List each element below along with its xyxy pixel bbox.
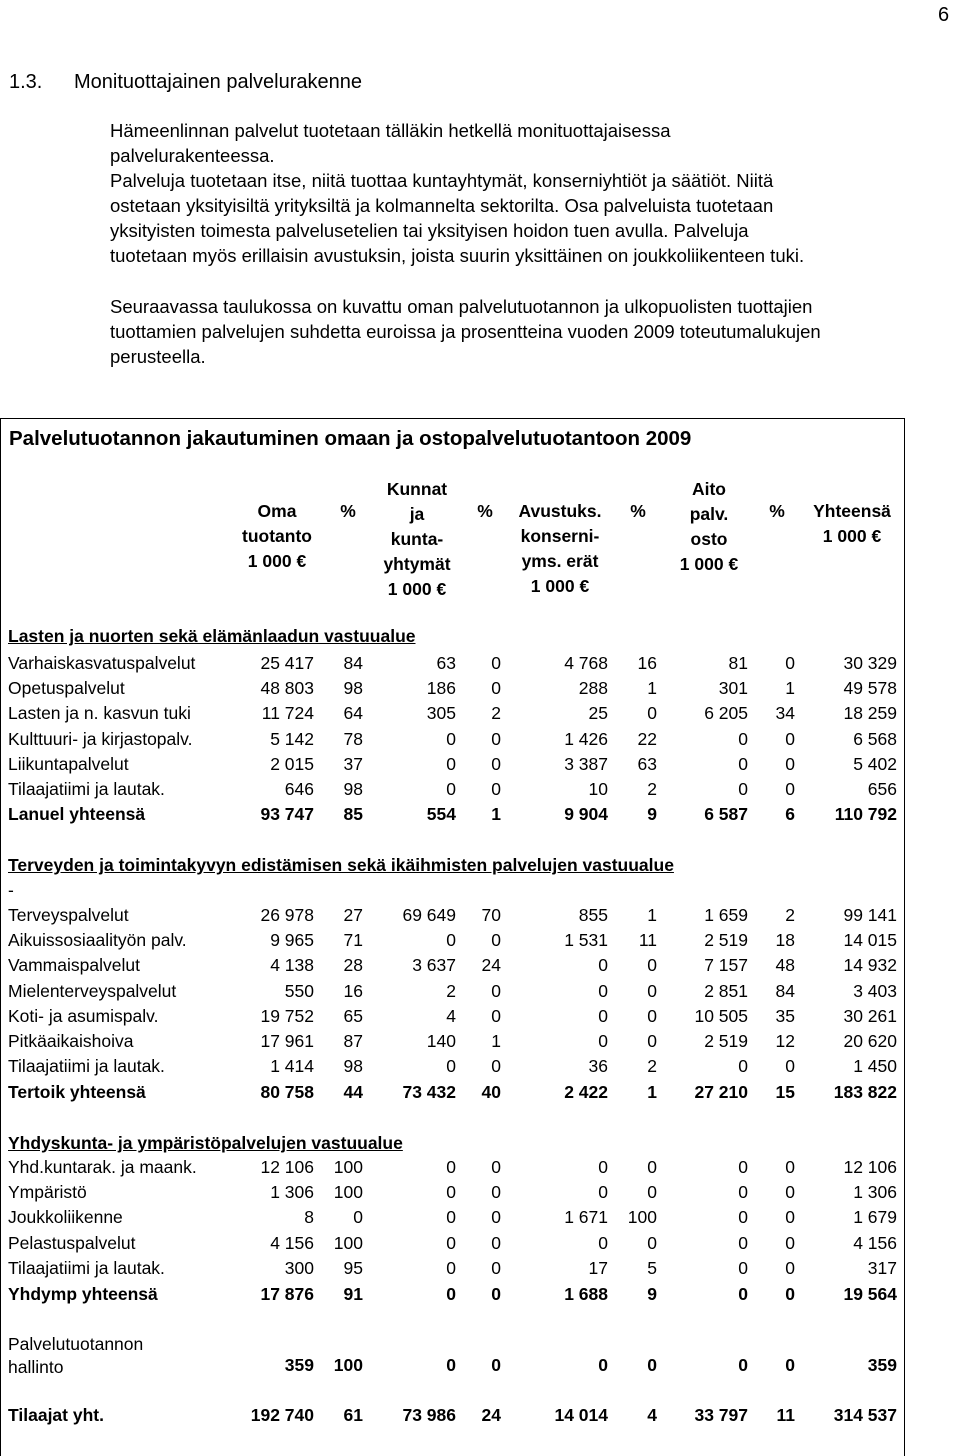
cell-value: 0 [647,1005,657,1026]
cell-value: 30 261 [843,1005,897,1026]
cell-value: 93 747 [260,804,314,824]
total-row [0,1082,903,1107]
row-label: Opetuspalvelut [8,678,125,699]
cell-value: 4 156 [853,1232,897,1253]
cell-value: 36 [588,1056,608,1077]
cell-value: 0 [647,1355,657,1375]
cell-value: 0 [446,1207,456,1228]
row-label: Tilaajatiimi ja lautak. [8,779,165,799]
grand-total-row [0,1405,903,1430]
cell-value: 24 [481,955,501,976]
cell-value: 4 138 [270,955,314,976]
cell-value: 0 [647,1031,657,1051]
cell-value: 0 [598,955,608,976]
cell-value: 2 [491,703,501,724]
cell-value: 2 [785,905,795,925]
cell-value: 0 [491,779,501,799]
cell-value: 0 [785,1232,795,1253]
cell-value: 48 [775,955,795,976]
cell-value: 78 [343,728,363,749]
cell-value: 2 015 [270,753,314,774]
cell-value: 9 965 [270,930,314,951]
header-avustuks: Avustuks. konserni- yms. erät 1 000 € [518,501,602,596]
cell-value: 301 [718,678,748,699]
cell-value: 0 [785,1284,795,1304]
cell-value: 0 [491,1232,501,1253]
header-aito: Aito palv. osto 1 000 € [679,479,739,574]
table-intro-paragraph [110,294,960,369]
cell-value: 84 [775,980,795,1001]
cell-value: 34 [775,703,795,724]
cell-value: 98 [343,678,363,699]
cell-value: 69 649 [402,905,456,925]
cell-value: 2 [446,980,456,1001]
cell-value: 0 [491,1355,501,1375]
row-label: Vammaispalvelut [8,955,140,976]
row-label: Ympäristö [8,1182,87,1203]
table-row [0,1006,903,1031]
group-title: Yhdyskunta- ja ympäristöpalvelujen vastuualue [8,1133,403,1153]
table-row [0,729,903,754]
cell-value: 0 [738,1355,748,1375]
cell-value: 0 [446,930,456,951]
cell-value: 300 [284,1257,314,1278]
cell-value: 0 [785,1257,795,1278]
cell-value: 6 [785,804,795,824]
row-label: Mielenterveyspalvelut [8,980,177,1001]
cell-value: 0 [446,1157,456,1177]
cell-value: 0 [491,980,501,1001]
paragraph-line: palvelurakenteessa. [110,145,275,166]
cell-value: 44 [343,1082,363,1102]
cell-value: 16 [637,653,657,673]
cell-value: 100 [333,1157,363,1177]
cell-value: 0 [738,728,748,749]
cell-value: 0 [491,678,501,699]
cell-value: 16 [343,980,363,1001]
row-label: Joukkoliikenne [8,1207,123,1228]
cell-value: 0 [446,1257,456,1278]
table-row [0,1233,903,1258]
table-row [0,703,903,728]
cell-value: 0 [738,779,748,799]
cell-value: 61 [343,1405,363,1425]
cell-value: 0 [785,1182,795,1203]
cell-value: 0 [738,753,748,774]
cell-value: 24 [481,1405,501,1425]
row-label: Lanuel yhteensä [8,804,146,824]
cell-value: 1 [647,905,657,925]
cell-value: 0 [647,1157,657,1177]
table-row [0,1207,903,1232]
cell-value: 1 531 [564,930,608,951]
row-label: Pelastuspalvelut [8,1232,136,1253]
cell-value: 0 [446,1056,456,1077]
cell-value: 65 [343,1005,363,1026]
cell-value: 84 [343,653,363,673]
table-row [0,754,903,779]
cell-value: 27 [343,905,363,925]
cell-value: 359 [867,1355,897,1375]
row-label: Aikuissosiaalityön palv. [8,930,187,951]
table-row [0,1031,903,1056]
cell-value: 73 432 [402,1082,456,1102]
paragraph-line: Palveluja tuotetaan itse, niitä tuottaa kuntayhtymät, konserniyhtiöt ja säätiöt. Niitä [110,170,774,191]
cell-value: 8 [304,1207,314,1228]
cell-value: 17 876 [260,1284,314,1304]
cell-value: 0 [738,1056,748,1077]
hallinto-row [0,1355,903,1380]
cell-value: 1 [647,678,657,699]
table-row [0,930,903,955]
cell-value: 0 [491,1207,501,1228]
paragraph-line: yksityisten toimesta palvelusetelien tai yksityisen hoidon tuen avulla. Palveluja [110,220,749,241]
cell-value: 11 [638,930,657,951]
cell-value: 0 [647,955,657,976]
hallinto-label: Palvelutuotannon hallinto [8,1334,144,1377]
cell-value: 12 [775,1031,795,1051]
cell-value: 0 [785,653,795,673]
table-row [0,1182,903,1207]
cell-value: 0 [446,753,456,774]
row-label: Varhaiskasvatuspalvelut [8,653,196,673]
section-title: Monituottajainen palvelurakenne [74,71,362,93]
cell-value: 85 [343,804,363,824]
cell-value: 2 [647,779,657,799]
cell-value: 0 [446,728,456,749]
cell-value: 1 671 [564,1207,608,1228]
paragraph-line: ostetaan yksityisiltä yrityksiltä ja kolmannelta sektorilta. Osa palveluista tuotetaan [110,195,774,216]
row-label: Tilaajatiimi ja lautak. [8,1056,165,1077]
cell-value: 656 [867,779,897,799]
cell-value: 48 803 [260,678,314,699]
cell-value: 20 620 [843,1031,897,1051]
cell-value: 95 [343,1257,363,1278]
paragraph-line: tuotetaan myös erillaisin avustuksin, joista suurin yksittäinen on joukkoliikenteen tuki. [110,245,805,266]
cell-value: 0 [738,1284,748,1304]
cell-value: 18 [775,930,795,951]
paragraph-line: perusteella. [110,346,206,367]
cell-value: 30 329 [843,653,897,673]
cell-value: 0 [491,1182,501,1203]
cell-value: 35 [775,1005,795,1026]
cell-value: 81 [728,653,748,673]
cell-value: 3 637 [412,955,456,976]
cell-value: 98 [343,1056,363,1077]
cell-value: 2 [647,1056,657,1077]
cell-value: 91 [343,1284,363,1304]
cell-value: 0 [738,1232,748,1253]
table-row [0,1056,903,1081]
cell-value: 4 [647,1405,657,1425]
cell-value: 0 [738,1157,748,1177]
cell-value: 7 157 [704,955,748,976]
paragraph-line: tuottamien palvelujen suhdetta euroissa ja prosentteina vuoden 2009 toteutumalukujen [110,321,821,342]
cell-value: 37 [343,753,363,774]
cell-value: 2 851 [704,980,748,1001]
row-label: Yhdymp yhteensä [8,1284,158,1304]
cell-value: 73 986 [402,1405,456,1425]
cell-value: 554 [426,804,456,824]
cell-value: 0 [491,1157,501,1177]
cell-value: 0 [647,703,657,724]
cell-value: 12 106 [260,1157,314,1177]
cell-value: 1 659 [704,905,748,925]
cell-value: 0 [446,1284,456,1304]
cell-value: 0 [598,1005,608,1026]
cell-value: 855 [578,905,608,925]
cell-value: 14 932 [843,955,897,976]
cell-value: 0 [785,1355,795,1375]
header-oma: Oma tuotanto 1 000 € [242,501,312,571]
cell-value: 0 [491,1257,501,1278]
cell-value: 40 [481,1082,501,1102]
cell-value: 9 [647,1284,657,1304]
cell-value: 17 [588,1257,608,1278]
cell-value: 0 [647,1232,657,1253]
table-row [0,1258,903,1283]
cell-value: 33 797 [694,1405,748,1425]
row-label: Koti- ja asumispalv. [8,1005,159,1026]
intro-paragraph [110,118,960,268]
cell-value: 0 [598,980,608,1001]
header-pct-avustuks: % [630,501,646,521]
cell-value: 1 688 [564,1284,608,1304]
total-row [0,804,903,829]
table-row [0,779,903,804]
cell-value: 70 [481,905,501,925]
cell-value: 14 015 [843,930,897,951]
cell-value: 3 387 [564,753,608,774]
cell-value: 0 [491,653,501,673]
table-row [0,955,903,980]
cell-value: 25 [588,703,608,724]
cell-value: 0 [738,1207,748,1228]
header-kunnat: Kunnat ja kunta- yhtymät 1 000 € [383,479,451,599]
cell-value: 27 210 [694,1082,748,1102]
cell-value: 71 [343,930,363,951]
cell-value: 1 426 [564,728,608,749]
cell-value: 0 [785,1056,795,1077]
cell-value: 0 [491,1284,501,1304]
cell-value: 186 [426,678,456,699]
cell-value: 140 [426,1031,456,1051]
cell-value: 100 [627,1207,657,1228]
cell-value: 3 403 [853,980,897,1001]
table-row [0,905,903,930]
row-label: Tertoik yhteensä [8,1082,146,1102]
paragraph-line: Hämeenlinnan palvelut tuotetaan tälläkin hetkellä monituottajaisessa [110,120,671,141]
cell-value: 87 [343,1031,363,1051]
cell-value: 0 [491,1056,501,1077]
cell-value: 317 [867,1257,897,1278]
cell-value: 4 768 [564,653,608,673]
cell-value: 4 [446,1005,456,1026]
cell-value: 2 422 [564,1082,608,1102]
cell-value: 1 [491,804,501,824]
cell-value: 0 [598,1031,608,1051]
cell-value: 0 [491,1005,501,1026]
cell-value: 80 758 [260,1082,314,1102]
page-number: 6 [938,4,950,26]
row-label: Liikuntapalvelut [8,753,129,774]
cell-value: 63 [436,653,456,673]
cell-value: 305 [426,703,456,724]
cell-value: 11 724 [261,703,314,724]
cell-value: 1 [491,1031,501,1051]
cell-value: 2 519 [704,1031,748,1051]
cell-value: 10 505 [694,1005,748,1026]
cell-value: 314 537 [833,1405,897,1425]
header-pct-aito: % [769,501,785,521]
cell-value: 64 [343,703,363,724]
cell-value: 19 752 [260,1005,314,1026]
cell-value: 0 [785,1157,795,1177]
cell-value: 5 [647,1257,657,1278]
cell-value: 110 792 [834,804,897,824]
cell-value: 646 [284,779,314,799]
cell-value: 100 [333,1182,363,1203]
row-label: Lasten ja n. kasvun tuki [8,703,191,724]
cell-value: 2 519 [704,930,748,951]
section-number: 1.3. [9,71,43,93]
row-label: Pitkäaikaishoiva [8,1031,134,1051]
table-row [0,1157,903,1182]
cell-value: 63 [637,753,657,774]
cell-value: 359 [284,1355,314,1375]
cell-value: 0 [491,728,501,749]
cell-value: 28 [343,955,363,976]
cell-value: 6 587 [704,804,748,824]
cell-value: 0 [785,728,795,749]
cell-value: 0 [785,1207,795,1228]
header-yhteensa: Yhteensä 1 000 € [813,501,891,546]
cell-value: 183 822 [833,1082,897,1102]
header-pct-kunnat: % [477,501,493,521]
cell-value: 0 [353,1207,363,1228]
cell-value: 22 [637,728,657,749]
cell-value: 0 [598,1355,608,1375]
cell-value: 49 578 [843,678,897,699]
cell-value: 0 [598,1182,608,1203]
cell-value: 99 141 [843,905,897,925]
cell-value: 0 [647,980,657,1001]
cell-value: 100 [333,1355,363,1375]
cell-value: 0 [785,779,795,799]
cell-value: 11 [776,1405,795,1425]
cell-value: 1 450 [853,1056,897,1077]
cell-value: 288 [578,678,608,699]
cell-value: 17 961 [260,1031,314,1051]
cell-value: 0 [491,930,501,951]
cell-value: 550 [284,980,314,1001]
cell-value: 0 [446,1355,456,1375]
cell-value: 5 142 [270,728,314,749]
cell-value: 0 [491,753,501,774]
table-title: Palvelutuotannon jakautuminen omaan ja ostopalvelutuotantoon 2009 [9,427,692,450]
total-row [0,1284,903,1309]
cell-value: 1 306 [270,1182,314,1203]
group-title: Terveyden ja toimintakyvyn edistämisen sekä ikäihmisten palvelujen vastuualue [8,855,674,875]
table-row [0,678,903,703]
group-title: Lasten ja nuorten sekä elämänlaadun vastuualue [8,626,416,646]
cell-value: 25 417 [260,653,314,673]
cell-value: 0 [598,1232,608,1253]
cell-value: 1 [647,1082,657,1102]
header-pct-oma: % [340,501,356,521]
cell-value: 1 [785,678,795,699]
table-row [0,653,903,678]
cell-value: 12 106 [843,1157,897,1177]
table-row [0,981,903,1006]
cell-value: 192 740 [250,1405,314,1425]
row-label: Tilaajat yht. [8,1405,104,1425]
cell-value: 18 259 [843,703,897,724]
cell-value: 0 [647,1182,657,1203]
cell-value: 10 [588,779,608,799]
cell-value: 0 [446,779,456,799]
cell-value: 1 679 [853,1207,897,1228]
paragraph-line: Seuraavassa taulukossa on kuvattu oman palvelutuotannon ja ulkopuolisten tuottajien [110,296,813,317]
cell-value: 1 306 [853,1182,897,1203]
row-label: Tilaajatiimi ja lautak. [8,1257,165,1278]
group-dash: - [8,880,14,900]
cell-value: 4 156 [270,1232,314,1253]
cell-value: 0 [785,753,795,774]
row-label: Kulttuuri- ja kirjastopalv. [8,728,193,749]
cell-value: 98 [343,779,363,799]
cell-value: 14 014 [554,1405,608,1425]
cell-value: 0 [738,1257,748,1278]
row-label: Terveyspalvelut [8,905,129,925]
cell-value: 5 402 [853,753,897,774]
cell-value: 6 205 [704,703,748,724]
cell-value: 6 568 [853,728,897,749]
cell-value: 1 414 [270,1056,314,1077]
cell-value: 19 564 [843,1284,897,1304]
cell-value: 0 [446,1232,456,1253]
cell-value: 9 904 [564,804,608,824]
cell-value: 26 978 [260,905,314,925]
cell-value: 15 [775,1082,795,1102]
cell-value: 0 [598,1157,608,1177]
cell-value: 9 [647,804,657,824]
row-label: Yhd.kuntarak. ja maank. [8,1157,197,1177]
cell-value: 100 [333,1232,363,1253]
cell-value: 0 [446,1182,456,1203]
cell-value: 0 [738,1182,748,1203]
